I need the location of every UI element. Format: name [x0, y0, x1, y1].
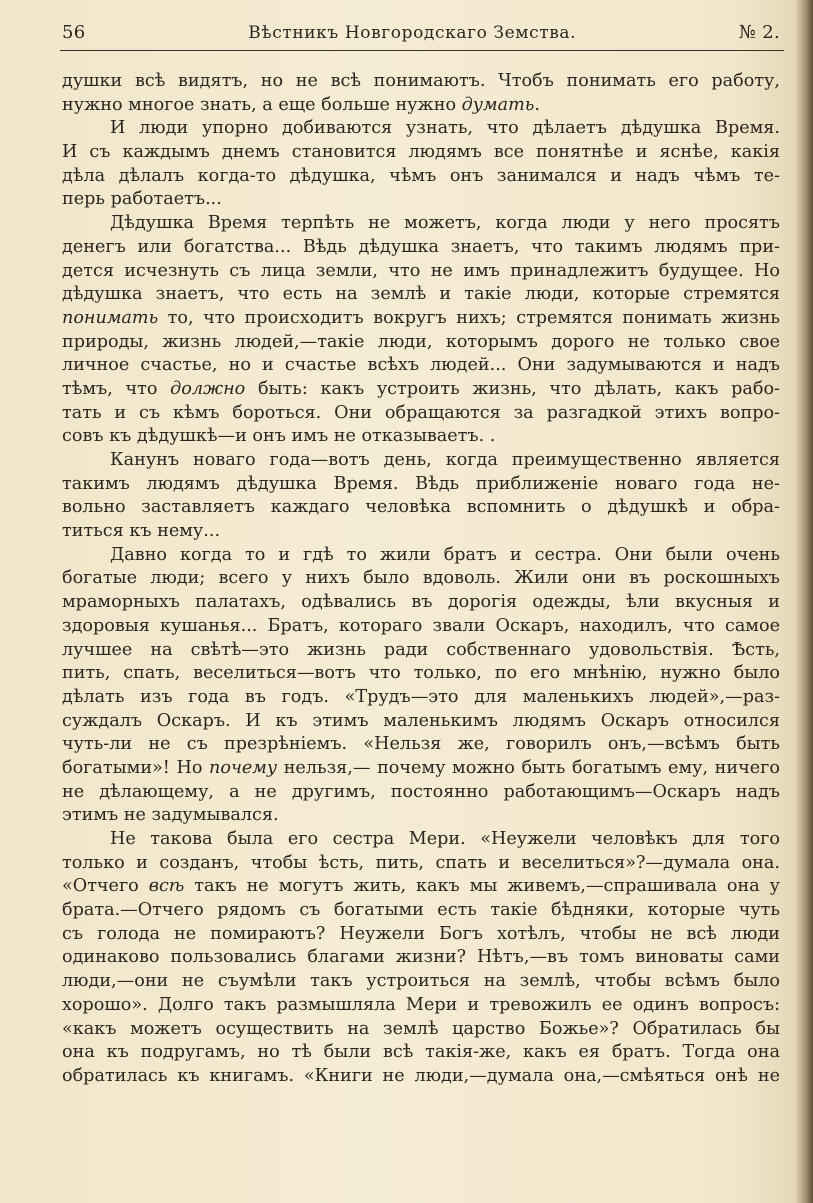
- issue-number: № 2.: [738, 22, 780, 43]
- body-text: [62, 70, 780, 1089]
- running-head: [62, 22, 780, 48]
- text-line: понимать то, что происходитъ вокругъ нихъ; стремятся понимать жизнь: [62, 307, 780, 328]
- paragraph-first-line: Дѣдушка Время терпѣть не можетъ, когда люди у него просятъ: [110, 213, 780, 234]
- header-rule: [60, 50, 784, 51]
- text-line: богатые люди; всего у нихъ было вдоволь. Жили они въ роскошныхъ: [62, 568, 780, 589]
- paragraph-first-line: Давно когда то и гдѣ то жили братъ и сестра. Они были очень: [110, 544, 780, 565]
- text-line: мраморныхъ палатахъ, одѣвались въ дорогія одежды, ѣли вкусныя и: [62, 592, 780, 613]
- text-line: тать и съ кѣмъ бороться. Они обращаются за разгадкой этихъ вопро-: [62, 402, 780, 423]
- journal-title: Вѣстникъ Новгородскаго Земства.: [248, 23, 577, 43]
- text-line: вольно заставляетъ каждаго человѣка вспомнить о дѣдушкѣ и обра-: [62, 497, 780, 518]
- text-line: такимъ людямъ дѣдушка Время. Вѣдь приближеніе новаго года не-: [62, 473, 780, 494]
- text-line: И съ каждымъ днемъ становится людямъ все понятнѣе и яснѣе, какія: [62, 142, 780, 163]
- text-line: перь работаетъ...: [62, 189, 222, 210]
- text-line: брата.—Отчего рядомъ съ богатыми есть такіе бѣдняки, которые чуть: [62, 900, 780, 921]
- text-line: она къ подругамъ, но тѣ были всѣ такія-же, какъ ея братъ. Тогда она: [62, 1042, 780, 1063]
- text-line: дѣлать изъ года въ годъ. «Трудъ—это для маленькихъ людей»,—раз-: [62, 686, 780, 707]
- text-line: люди,—они не съумѣли такъ устроиться на землѣ, чтобы всѣмъ было: [62, 971, 780, 992]
- text-line: только и созданъ, чтобы ѣсть, пить, спать и веселиться»?—думала она.: [62, 852, 780, 873]
- text-line: совъ къ дѣдушкѣ—и онъ имъ не отказываетъ. .: [62, 426, 496, 447]
- text-line: чуть-ли не съ презрѣніемъ. «Нельзя же, говорилъ онъ,—всѣмъ быть: [62, 734, 780, 755]
- page-number: 56: [62, 22, 86, 43]
- text-line: съ голода не помираютъ? Неужели Богъ хотѣлъ, чтобы не всѣ люди: [62, 923, 780, 944]
- text-line: «какъ можетъ осуществить на землѣ царство Божье»? Обратилась бы: [62, 1018, 780, 1039]
- text-line: дѣдушка знаетъ, что есть на землѣ и такіе люди, которые стремятся: [62, 284, 780, 305]
- text-line: богатыми»! Но почему нельзя,— почему можно быть богатымъ ему, ничего: [62, 757, 780, 778]
- text-line: одинаково пользовались благами жизни? Нѣтъ,—въ томъ виноваты сами: [62, 947, 780, 968]
- text-line: дется исчезнуть съ лица земли, что не имъ принадлежитъ будущее. Но: [62, 260, 780, 281]
- text-line: здоровыя кушанья... Братъ, котораго звали Оскаръ, находилъ, что самое: [62, 615, 780, 636]
- text-line: обратилась къ книгамъ. «Книги не люди,—думала она,—смѣяться онѣ не: [62, 1065, 780, 1086]
- text-line: пить, спать, веселиться—вотъ что только, по его мнѣнію, нужно было: [62, 663, 780, 684]
- text-line: не дѣлающему, а не другимъ, постоянно работающимъ—Оскаръ надъ: [62, 781, 780, 802]
- text-line: титься къ нему...: [62, 521, 221, 542]
- text-line: дѣла дѣлалъ когда-то дѣдушка, чѣмъ онъ занимался и надъ чѣмъ те-: [62, 165, 780, 186]
- text-line: нужно многое знать, а еще больше нужно думать.: [62, 94, 540, 115]
- text-line: этимъ не задумывался.: [62, 805, 279, 826]
- text-line: природы, жизнь людей,—такіе люди, которымъ дорого не только свое: [62, 331, 780, 352]
- text-line: денегъ или богатства... Вѣдь дѣдушка знаетъ, что такимъ людямъ при-: [62, 236, 780, 257]
- text-line: душки всѣ видятъ, но не всѣ понимаютъ. Чтобъ понимать его работу,: [62, 71, 780, 91]
- text-line: личное счастье, но и счастье всѣхъ людей... Они задумываются и надъ: [62, 355, 780, 376]
- page-edge-shadow: [795, 0, 813, 1203]
- text-line: хорошо». Долго такъ размышляла Мери и тревожилъ ее одинъ вопросъ:: [62, 994, 780, 1015]
- paragraph-first-line: И люди упорно добиваются узнать, что дѣлаетъ дѣдушка Время.: [110, 118, 780, 139]
- text-line: суждалъ Оскаръ. И къ этимъ маленькимъ людямъ Оскаръ относился: [62, 710, 780, 731]
- paragraph-first-line: Не такова была его сестра Мери. «Неужели человѣкъ для того: [110, 829, 780, 849]
- text-line: лучшее на свѣтѣ—это жизнь ради собственнаго удовольствія. Ѣсть,: [62, 639, 780, 660]
- paragraph-first-line: Канунъ новаго года—вотъ день, когда преимущественно является: [110, 450, 780, 470]
- text-line: тѣмъ, что должно быть: какъ устроить жизнь, что дѣлать, какъ рабо-: [62, 378, 780, 399]
- text-line: «Отчего всѣ такъ не могутъ жить, какъ мы живемъ,—спрашивала она у: [62, 876, 780, 897]
